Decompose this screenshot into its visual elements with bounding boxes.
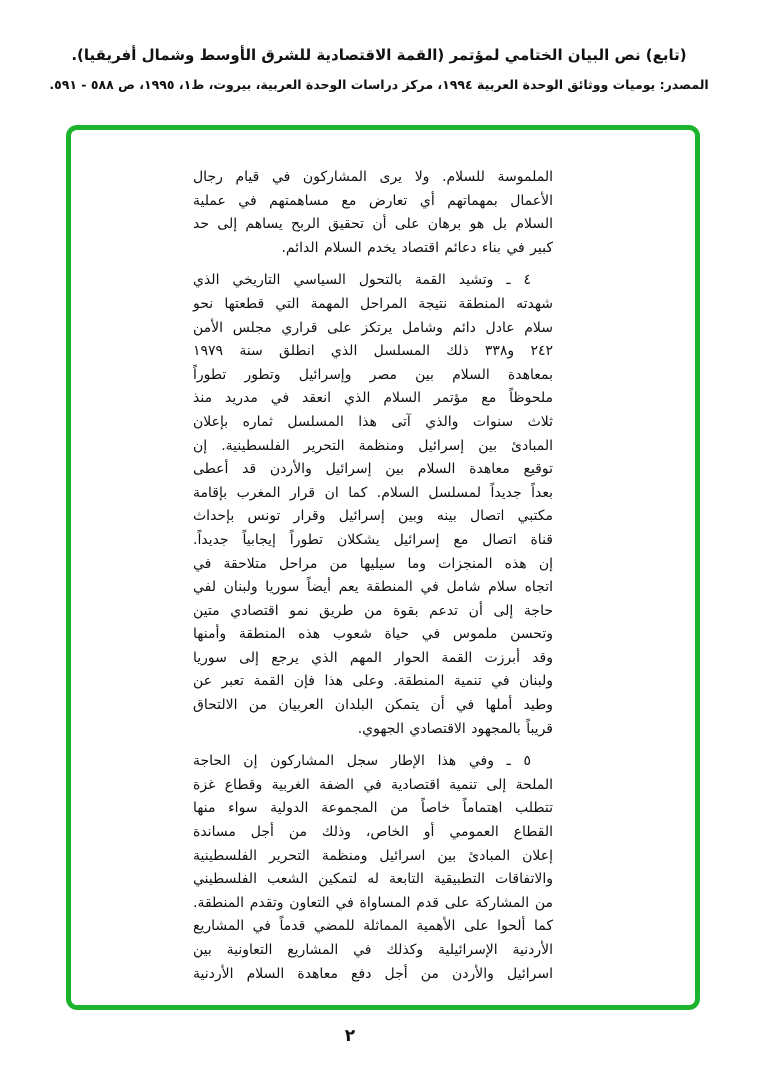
text-line: شهدته المنطقة نتيجة المراحل المهمة التي قطعتها نحو [193, 295, 553, 312]
paragraph [193, 269, 553, 741]
text-line: قناة اتصال مع إسرائيل يشكلان تطوراً إيجابياً جديداً. [193, 531, 553, 548]
text-line: وتحسن ملموس في حياة شعوب هذه المنطقة وأمنها [193, 626, 553, 643]
text-line: القطاع العمومي أو الخاص، وذلك من أجل مساندة [193, 824, 553, 841]
text-line: ٤ ـ وتشيد القمة بالتحول السياسي التاريخي الذي [193, 272, 531, 289]
text-line: سلام عادل دائم وشامل يرتكز على قراري مجلس الأمن [193, 319, 553, 336]
text-line: بمعاهدة السلام بين مصر وإسرائيل وتطور تطوراً [193, 366, 553, 383]
text-line: ثلاث سنوات والذي آتى هذا المسلسل ثماره بإعلان [193, 413, 553, 430]
document-source-line: المصدر: يوميات ووثائق الوحدة العربية ١٩٩٤، مركز دراسات الوحدة العربية، بيروت، ط١، ١٩٩٥، ص ٥٨٨ - ٥٩١. [49, 77, 709, 92]
text-line: وطيد أملها في أن يتمكن البلدان العربيان من الالتحاق [193, 697, 553, 714]
text-line: بعداً جديداً لمسلسل السلام. كما ان قرار المغرب بإقامة [193, 484, 553, 501]
text-line: ولبنان في تنمية المنطقة. وعلى هذا فإن القمة تعبر عن [193, 673, 553, 690]
text-line: الملموسة للسلام. ولا يرى المشاركون في قيام رجال [193, 169, 553, 185]
page-number: ٢ [344, 1026, 356, 1046]
text-line: إعلان المبادئ بين اسرائيل ومنظمة التحرير الفلسطينية [193, 847, 553, 864]
text-line: كبير في بناء دعائم اقتصاد يخدم السلام الدائم. [281, 239, 553, 256]
text-line: توقيع معاهدة السلام بين إسرائيل والأردن قد أعطى [193, 461, 553, 478]
text-line: الأردنية الإسرائيلية وكذلك في المشاريع التعاونية بين [193, 942, 553, 958]
paragraph [193, 750, 553, 986]
document-body [193, 166, 553, 986]
text-line: الملحة إلى تنمية اقتصادية في الضفة الغربية وقطاع غزة [193, 776, 553, 793]
text-line: والاتفاقات التطبيقية التابعة له لتمكين الشعب الفلسطيني [193, 871, 553, 888]
document-header [20, 44, 738, 93]
text-line: من المشاركة على قدم المساواة في التعاون وتقدم المنطقة. [193, 894, 553, 911]
text-line: إن هذه المنجزات وما سيليها من مراحل متلاحقة في [193, 555, 553, 572]
text-line: حاجة إلى أن تدعم بقوة من طريق نمو اقتصادي متين [193, 602, 553, 619]
text-line: قريباً بالمجهود الاقتصادي الجهوي. [357, 720, 553, 737]
text-line: ملحوظاً مع مؤتمر السلام الذي انعقد في مدريد منذ [193, 390, 553, 407]
text-line: الأعمال بمهماتهم أي تعارض مع مساهمتهم في عملية [193, 192, 553, 209]
text-line: كما ألحوا على الأهمية المماثلة للمضي قدماً في المشاريع [193, 918, 553, 935]
paragraph [193, 166, 553, 260]
text-line: المبادئ بين إسرائيل ومنظمة التحرير الفلسطينية. إن [193, 437, 553, 454]
text-line: اتجاه سلام شامل في المنطقة يعم أيضاً سوريا ولبنان لفي [193, 579, 553, 596]
text-line: تتطلب اهتماماً خاصاً من المجموعة الدولية سواء منها [193, 800, 553, 817]
text-line: السلام بل هو برهان على أن تحقيق الربح يساهم إلى حد [193, 216, 553, 233]
text-line: مكتبي اتصال بينه وبين إسرائيل وقرار تونس بإحداث [193, 508, 553, 525]
text-line: وقد أبرزت القمة الحوار المهم الذي يرجع إلى سوريا [193, 649, 553, 666]
document-header-title: (تابع) نص البيان الختامي لمؤتمر (القمة الاقتصادية للشرق الأوسط وشمال أفريقيا). [71, 46, 687, 64]
text-line: اسرائيل والأردن من أجل دفع معاهدة السلام الأردنية [193, 965, 553, 982]
text-line: ٥ ـ وفي هذا الإطار سجل المشاركون إن الحاجة [193, 753, 531, 770]
green-border-frame [66, 125, 700, 1010]
text-line: ٢٤٢ و٣٣٨ ذلك المسلسل الذي انطلق سنة ١٩٧٩ [193, 343, 553, 360]
